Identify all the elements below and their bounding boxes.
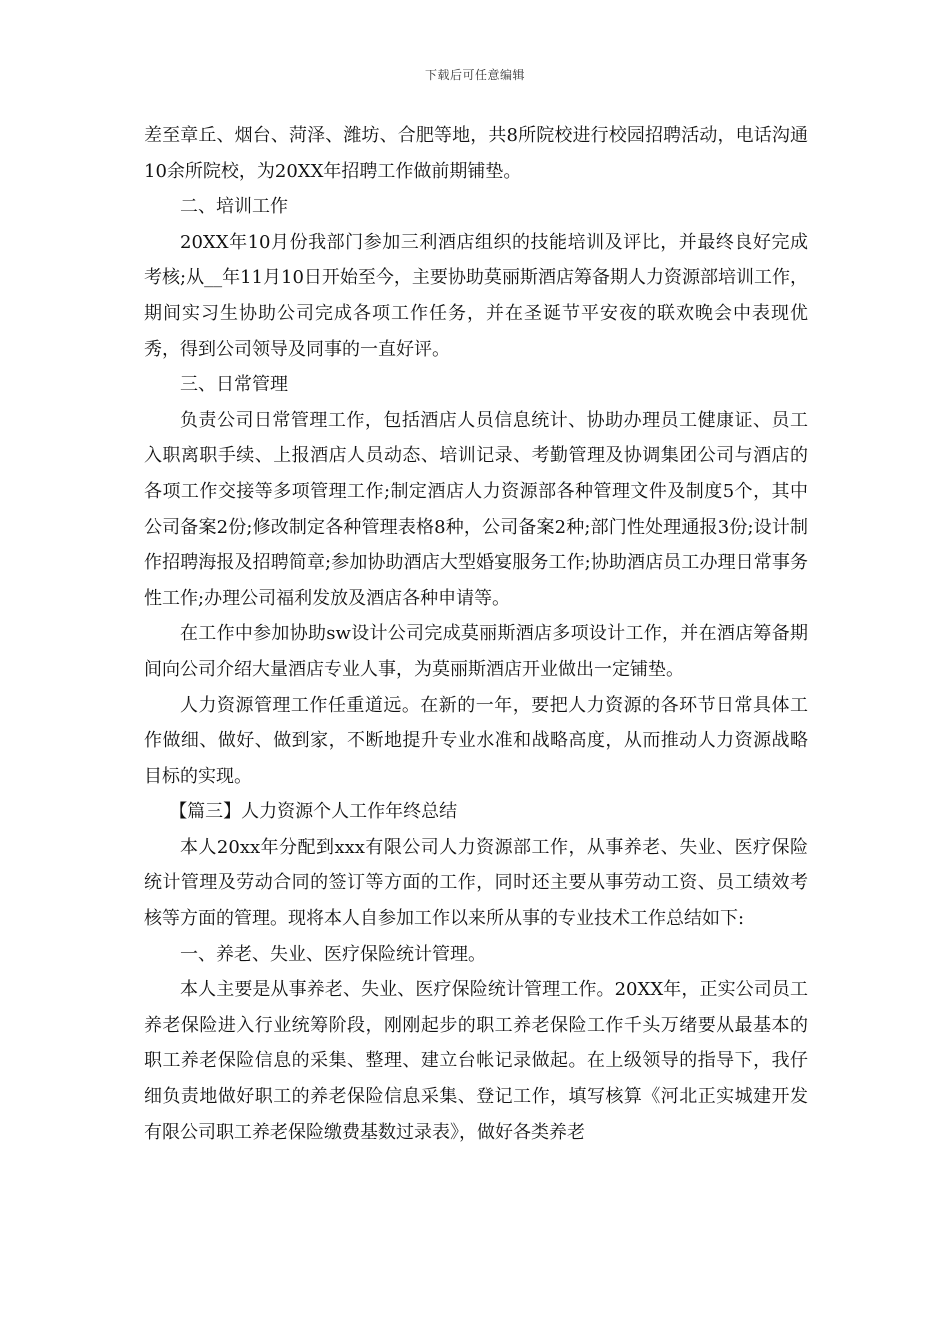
section-title-part-three: 【篇三】人力资源个人工作年终总结 <box>169 801 458 823</box>
section-heading-insurance: 一、养老、失业、医疗保险统计管理。 <box>180 943 486 965</box>
paragraph: 本人20xx年分配到xxx有限公司人力资源部工作，从事养老、失业、医疗保险统计管理及劳动合同的签订等方面的工作，同时还主要从事劳动工资、员工绩效考核等方面的管理。现将本人自参加工作以来所从事的专业技术工作总结如下: <box>144 836 808 930</box>
section-heading-daily-management: 三、日常管理 <box>180 374 288 396</box>
page-header: 下载后可任意编辑 <box>424 68 525 82</box>
paragraph: 在工作中参加协助sw设计公司完成莫丽斯酒店多项设计工作，并在酒店筹备期间向公司介绍大量酒店专业人事，为莫丽斯酒店开业做出一定铺垫。 <box>144 623 808 680</box>
paragraph: 差至章丘、烟台、菏泽、潍坊、合肥等地，共8所院校进行校园招聘活动，电话沟通10余所院校，为20XX年招聘工作做前期铺垫。 <box>144 125 808 182</box>
section-heading-training: 二、培训工作 <box>180 196 288 218</box>
paragraph: 20XX年10月份我部门参加三利酒店组织的技能培训及评比，并最终良好完成考核;从__年11月10日开始至今，主要协助莫丽斯酒店筹备期人力资源部培训工作，期间实习生协助公司完成各项工作任务，并在圣诞节平安夜的联欢晚会中表现优秀，得到公司领导及同事的一直好评。 <box>144 231 808 360</box>
document-body <box>144 118 808 1150</box>
paragraph: 负责公司日常管理工作，包括酒店人员信息统计、协助办理员工健康证、员工入职离职手续、上报酒店人员动态、培训记录、考勤管理及协调集团公司与酒店的各项工作交接等多项管理工作;制定酒店人力资源部各种管理文件及制度5个，其中公司备案2份;修改制定各种管理表格8种，公司备案2种;部门性处理通报3份;设计制作招聘海报及招聘简章;参加协助酒店大型婚宴服务工作;协助酒店员工办理日常事务性工作;办理公司福利发放及酒店各种申请等。 <box>144 409 808 609</box>
paragraph: 人力资源管理工作任重道远。在新的一年，要把人力资源的各环节日常具体工作做细、做好、做到家，不断地提升专业水准和战略高度，从而推动人力资源战略目标的实现。 <box>144 694 808 787</box>
paragraph: 本人主要是从事养老、失业、医疗保险统计管理工作。20XX年，正实公司员工养老保险进入行业统筹阶段，刚刚起步的职工养老保险工作千头万绪要从最基本的职工养老保险信息的采集、整理、建立台帐记录做起。在上级领导的指导下，我仔细负责地做好职工的养老保险信息采集、登记工作，填写核算《河北正实城建开发有限公司职工养老保险缴费基数过录表》，做好各类养老 <box>144 979 808 1143</box>
